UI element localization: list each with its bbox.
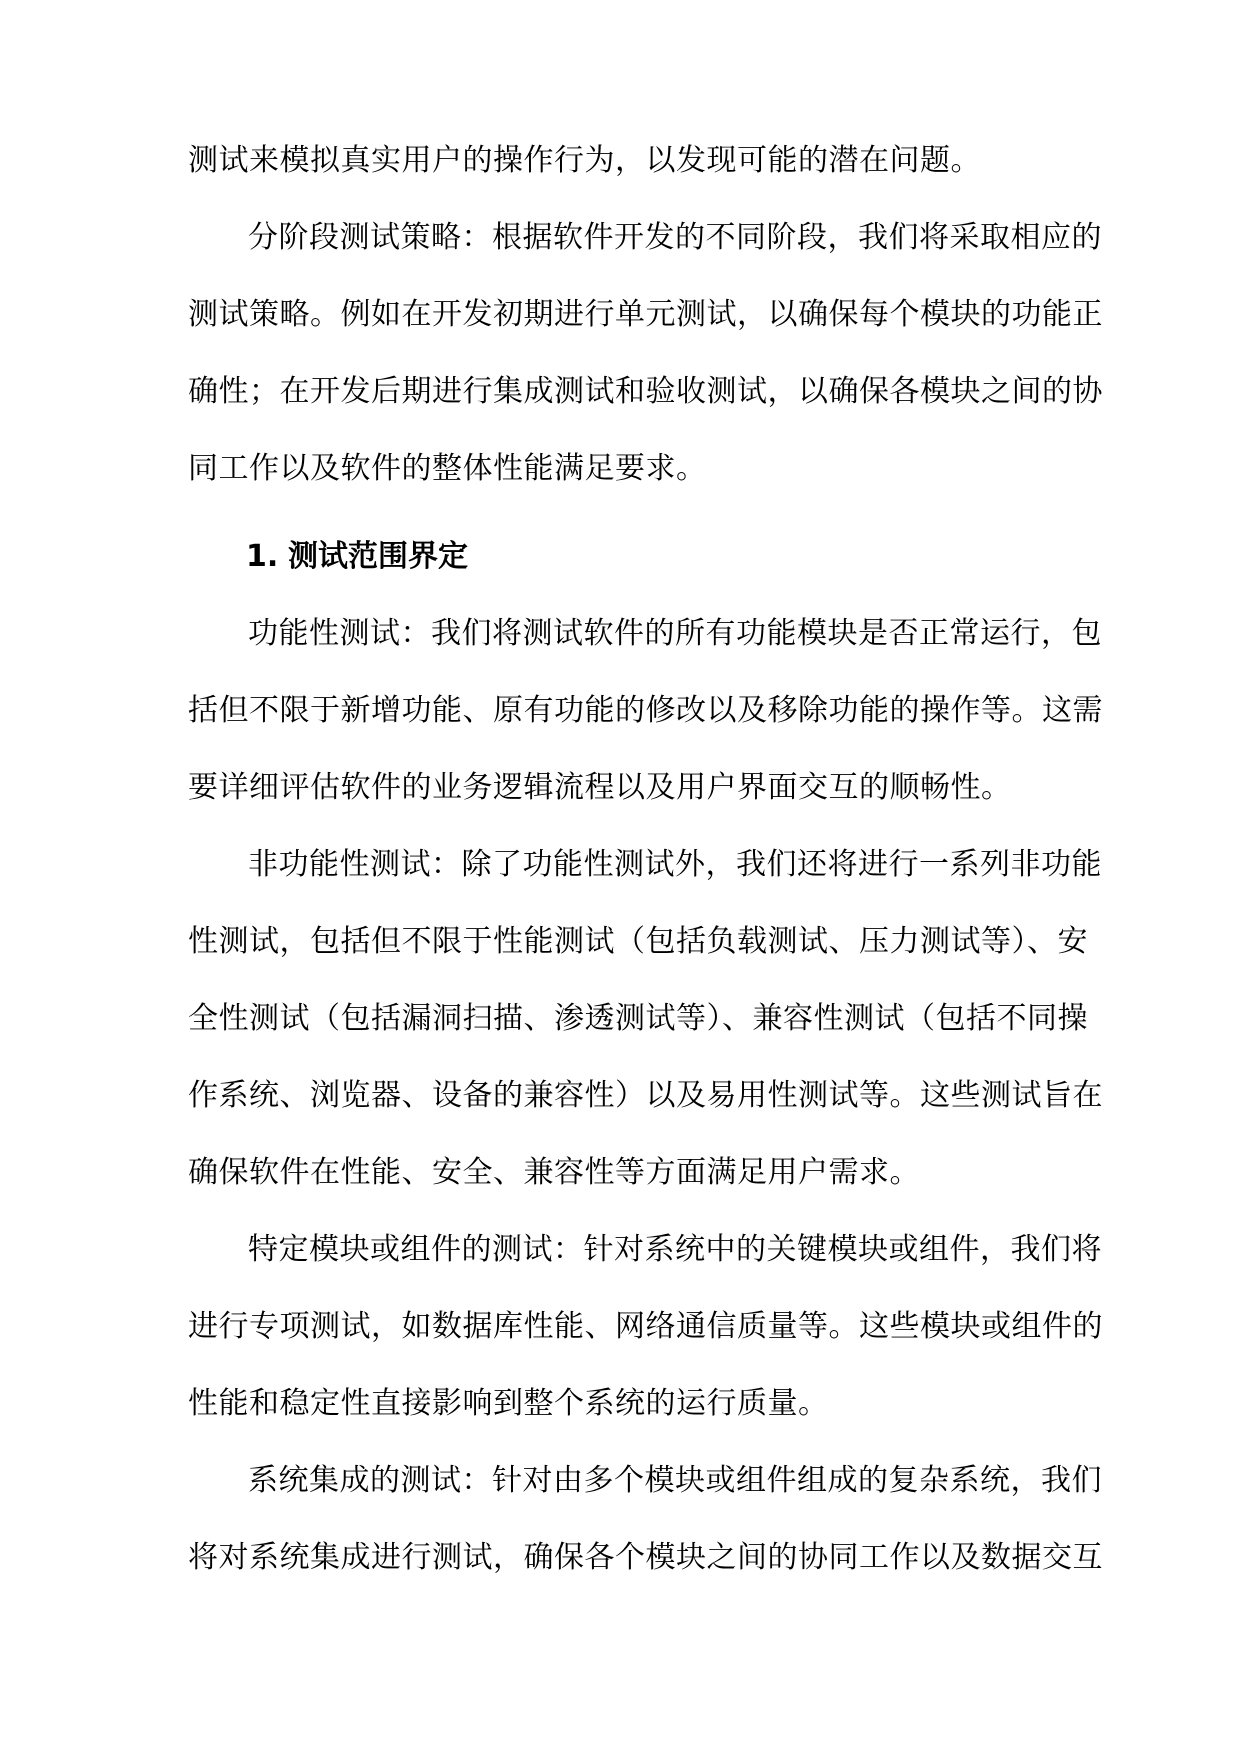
document-body <box>188 142 1103 1616</box>
text-line: 要详细评估软件的业务逻辑流程以及用户界面交互的顺畅性。 <box>188 770 1012 805</box>
text-line: 将对系统集成进行测试，确保各个模块之间的协同工作以及数据交互 <box>188 1540 1103 1575</box>
text-line: 非功能性测试：除了功能性测试外，我们还将进行一系列非功能 <box>248 847 1102 882</box>
text-line: 测试策略。例如在开发初期进行单元测试，以确保每个模块的功能正 <box>188 297 1103 332</box>
text-line: 性能和稳定性直接影响到整个系统的运行质量。 <box>188 1386 829 1421</box>
section-title: 测试范围界定 <box>288 539 468 574</box>
text-line: 进行专项测试，如数据库性能、网络通信质量等。这些模块或组件的 <box>188 1309 1103 1344</box>
paragraph-system-integration-testing <box>188 1462 1103 1577</box>
text-line: 系统集成的测试：针对由多个模块或组件组成的复杂系统，我们 <box>248 1463 1102 1498</box>
section-number: 1. <box>246 539 279 574</box>
text-line: 性测试，包括但不限于性能测试（包括负载测试、压力测试等）、安 <box>188 924 1088 959</box>
paragraph-functional-testing <box>188 615 1103 807</box>
text-line: 功能性测试：我们将测试软件的所有功能模块是否正常运行，包 <box>248 616 1102 651</box>
section-heading <box>188 538 1054 576</box>
text-line: 同工作以及软件的整体性能满足要求。 <box>188 451 707 486</box>
text-line: 确性；在开发后期进行集成测试和验收测试，以确保各模块之间的协 <box>188 374 1103 409</box>
text-line: 测试来模拟真实用户的操作行为，以发现可能的潜在问题。 <box>188 143 981 178</box>
paragraph-non-functional-testing <box>188 846 1103 1192</box>
paragraph-staged-testing-strategy <box>188 219 1103 488</box>
paragraph-specific-module-testing <box>188 1231 1103 1423</box>
text-line: 特定模块或组件的测试：针对系统中的关键模块或组件，我们将 <box>248 1232 1102 1267</box>
text-line: 作系统、浏览器、设备的兼容性）以及易用性测试等。这些测试旨在 <box>188 1078 1103 1113</box>
text-line: 确保软件在性能、安全、兼容性等方面满足用户需求。 <box>188 1155 920 1190</box>
paragraph-continuation <box>188 142 1054 180</box>
text-line: 括但不限于新增功能、原有功能的修改以及移除功能的操作等。这需 <box>188 693 1103 728</box>
text-line: 分阶段测试策略：根据软件开发的不同阶段，我们将采取相应的 <box>248 220 1102 255</box>
text-line: 全性测试（包括漏洞扫描、渗透测试等）、兼容性测试（包括不同操 <box>188 1001 1088 1036</box>
